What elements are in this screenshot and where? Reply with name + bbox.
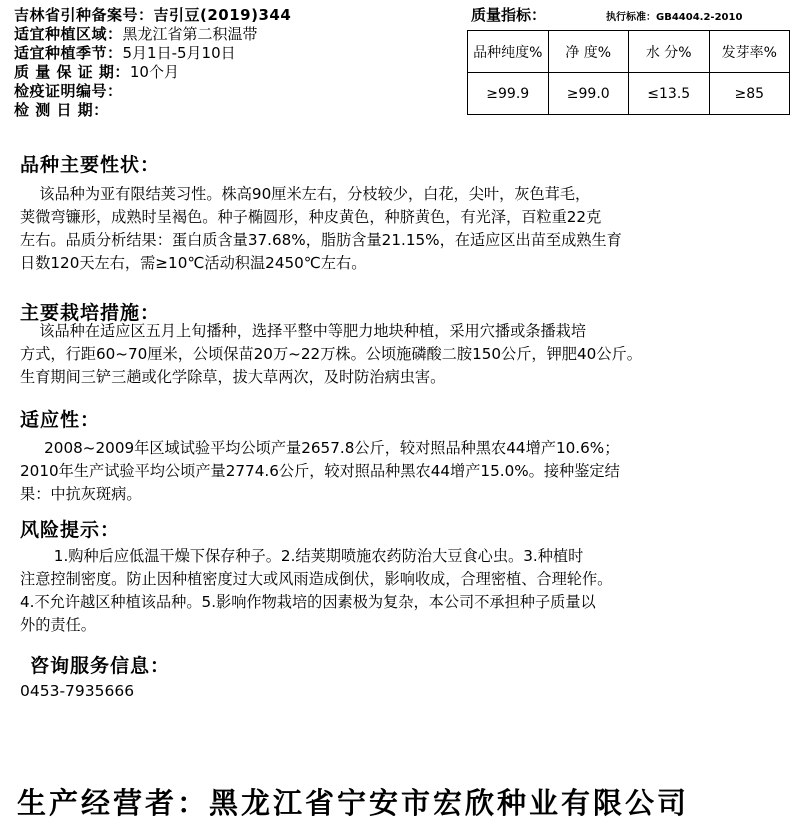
producer-line: 生产经营者：黑龙江省宁安市宏欣种业有限公司: [17, 786, 690, 820]
risk-paragraph: [20, 545, 612, 637]
planting-region-value: 黑龙江省第二积温带: [122, 25, 258, 43]
adaptability-line: 果：中抗灰斑病。: [20, 485, 142, 503]
quality-header-row: [468, 31, 790, 73]
traits-heading: 品种主要性状：: [20, 154, 161, 176]
test-date-row: [14, 101, 464, 120]
quality-value-germination: ≥85: [709, 73, 790, 115]
quality-header-cleanliness: 净 度%: [548, 31, 629, 73]
adaptability-heading: 适应性：: [20, 409, 101, 431]
planting-region-row: [14, 25, 464, 44]
risk-heading: 风险提示：: [20, 519, 121, 541]
quality-header-germination: 发芽率%: [709, 31, 790, 73]
test-date-label: 检 测 日 期：: [14, 101, 109, 119]
service-phone: 0453-7935666: [20, 682, 135, 700]
risk-line: 4.不允许越区种植该品种。5.影响作物栽培的因素极为复杂，本公司不承担种子质量以: [20, 593, 596, 611]
quality-value-moisture: ≤13.5: [629, 73, 710, 115]
quality-standard: 执行标准：GB4404.2-2010: [606, 12, 743, 23]
traits-line: 该品种为亚有限结荚习性。株高90厘米左右，分枝较少，白花，尖叶，灰色茸毛，: [20, 185, 591, 203]
record-number-value: 吉引豆(2019)344: [153, 6, 292, 24]
risk-line: 注意控制密度。防止因种植密度过大或风雨造成倒伏，影响收成，合理密植、合理轮作。: [20, 570, 613, 588]
traits-paragraph: [20, 183, 622, 275]
adaptability-paragraph: [20, 437, 620, 506]
cultivation-line: 该品种在适应区五月上旬播种，选择平整中等肥力地块种植，采用穴播或条播栽培: [20, 322, 587, 340]
traits-line: 日数120天左右，需≥10℃活动积温2450℃左右。: [20, 254, 367, 272]
quality-value-purity: ≥99.9: [468, 73, 549, 115]
cultivation-line: 生育期间三铲三趟或化学除草，拔大草两次，及时防治病虫害。: [20, 368, 446, 386]
service-heading: 咨询服务信息：: [30, 655, 171, 677]
quality-header-purity: 品种纯度%: [468, 31, 549, 73]
warranty-label: 质 量 保 证 期：: [14, 63, 130, 81]
quality-title: 质量指标：: [471, 6, 547, 24]
seed-info-block: [14, 6, 464, 120]
adaptability-line: 2010年生产试验平均公顷产量2774.6公斤，较对照品种黑农44增产15.0%。接种鉴定结: [20, 462, 620, 480]
risk-line: 外的责任。: [20, 616, 96, 634]
planting-region-label: 适宜种植区域：: [14, 25, 123, 43]
adaptability-line: 2008~2009年区域试验平均公顷产量2657.8公斤，较对照品种黑农44增产10.6%；: [20, 439, 620, 457]
quality-header-moisture: 水 分%: [629, 31, 710, 73]
warranty-row: [14, 63, 464, 82]
record-number-row: [14, 6, 464, 25]
traits-line: 荚微弯镰形，成熟时呈褐色。种子椭圆形，种皮黄色，种脐黄色，有光泽，百粒重22克: [20, 208, 602, 226]
risk-line: 1.购种后应低温干燥下保存种子。2.结荚期喷施农药防治大豆食心虫。3.种植时: [20, 547, 584, 565]
quality-value-cleanliness: ≥99.0: [548, 73, 629, 115]
planting-season-value: 5月1日-5月10日: [122, 44, 236, 62]
traits-line: 左右。品质分析结果：蛋白质含量37.68%，脂肪含量21.15%，在适应区出苗至成熟生育: [20, 231, 622, 249]
quarantine-label: 检疫证明编号：: [14, 82, 123, 100]
quarantine-row: [14, 82, 464, 101]
planting-season-row: [14, 44, 464, 63]
cultivation-paragraph: [20, 320, 642, 389]
cultivation-heading: 主要栽培措施：: [20, 302, 161, 324]
warranty-value: 10个月: [129, 63, 179, 81]
quality-value-row: [468, 73, 790, 115]
quality-table: [467, 30, 790, 115]
record-number-label: 吉林省引种备案号：: [14, 6, 154, 24]
planting-season-label: 适宜种植季节：: [14, 44, 123, 62]
cultivation-line: 方式，行距60~70厘米，公顷保苗20万~22万株。公顷施磷酸二胺150公斤，钾肥40公斤。: [20, 345, 642, 363]
